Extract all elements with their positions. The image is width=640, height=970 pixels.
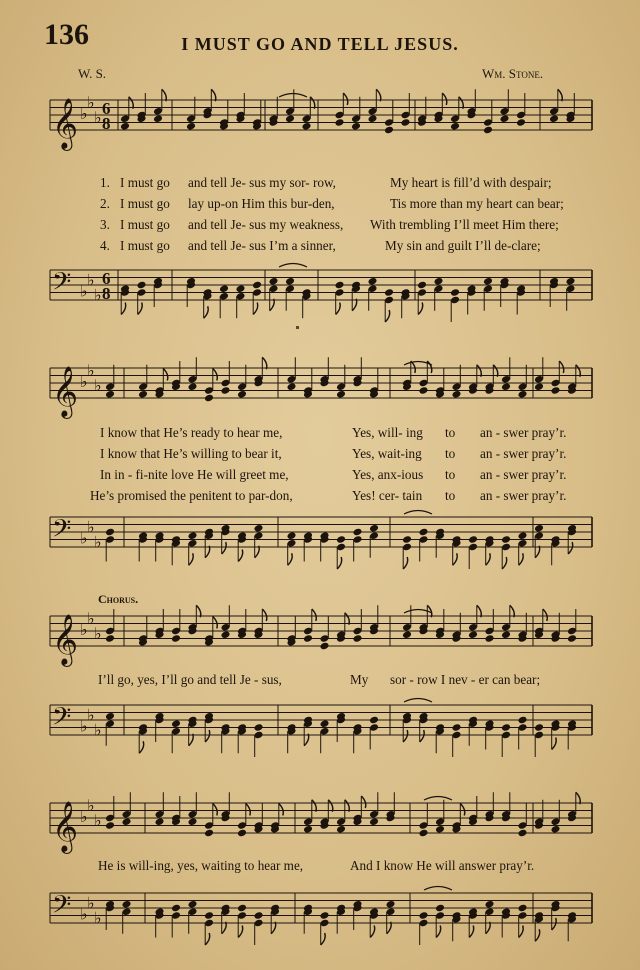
lyric-b: and tell Je- sus I’m a sinner, <box>188 238 336 253</box>
note-flag <box>205 730 210 742</box>
lyric-a: He is will-ing, yes, waiting to hear me, <box>98 858 304 873</box>
flat-sign: ♭ <box>94 810 102 830</box>
flat-sign: ♭ <box>80 904 88 924</box>
note-head <box>301 122 311 131</box>
note-head <box>517 829 527 838</box>
note-head <box>253 911 263 920</box>
note-head <box>204 394 214 403</box>
note-flag <box>403 730 408 742</box>
note-head <box>105 821 115 830</box>
note-head <box>468 535 478 544</box>
note-flag <box>163 369 168 381</box>
note-head <box>517 390 527 399</box>
lyric-a: In in - fi-nite love He will greet me, <box>100 467 289 482</box>
note-head <box>187 382 197 391</box>
note-head <box>187 531 197 540</box>
lyric-b: Yes! cer- tain <box>352 488 423 503</box>
lyric-c: My heart is fill’d with despair; <box>390 175 552 190</box>
note-head <box>567 634 577 643</box>
flat-sign: ♭ <box>80 620 88 639</box>
flat-sign: ♭ <box>87 517 95 537</box>
lyric-c: to <box>445 446 456 461</box>
hymn-title: I MUST GO AND TELL JESUS. <box>181 34 459 54</box>
note-flag <box>576 365 581 377</box>
note-head <box>400 118 410 127</box>
flat-sign: ♭ <box>94 107 102 127</box>
bass-clef: 𝄢 <box>52 890 72 926</box>
note-head <box>451 390 461 399</box>
flat-sign: ♭ <box>94 375 102 395</box>
note-head <box>105 390 115 399</box>
note-flag <box>486 922 491 934</box>
note-head <box>483 277 493 286</box>
note-flag <box>328 800 333 812</box>
lyric-b: Yes, will- ing <box>352 425 423 440</box>
note-flag <box>370 926 375 938</box>
note-flag <box>271 922 276 934</box>
note-flag <box>253 303 258 315</box>
time-signature-top: 6 <box>102 269 111 288</box>
note-flag <box>535 929 540 941</box>
note-flag <box>510 605 515 617</box>
note-head <box>171 904 181 913</box>
slur <box>424 797 452 801</box>
note-flag <box>459 97 464 109</box>
note-head <box>186 122 196 131</box>
flat-sign: ♭ <box>87 270 95 290</box>
note-head <box>319 642 329 651</box>
note-head <box>334 118 344 127</box>
note-head <box>367 277 377 286</box>
lyric-c: to <box>445 467 456 482</box>
note-flag <box>486 553 491 565</box>
note-head <box>565 277 575 286</box>
note-head <box>499 114 509 123</box>
note-flag <box>436 926 441 938</box>
note-head <box>384 126 394 135</box>
note-head <box>138 390 148 399</box>
note-head <box>385 900 395 909</box>
flat-sign: ♭ <box>94 623 102 643</box>
note-head <box>367 114 377 123</box>
note-head <box>483 126 493 135</box>
flat-sign: ♭ <box>87 893 95 913</box>
note-flag <box>519 553 524 565</box>
note-flag <box>138 303 143 315</box>
note-head <box>435 904 445 913</box>
note-head <box>336 535 346 544</box>
verse-number: 4. <box>100 238 110 253</box>
note-flag <box>279 804 284 816</box>
note-head <box>369 817 379 826</box>
flat-sign: ♭ <box>80 528 88 548</box>
note-head <box>253 524 263 533</box>
note-head <box>336 825 346 834</box>
note-head <box>435 825 445 834</box>
note-head <box>253 723 263 732</box>
note-flag <box>558 89 563 101</box>
note-flag <box>337 557 342 569</box>
lyric-a: I must go <box>120 238 170 253</box>
flat-sign: ♭ <box>80 372 88 391</box>
verse-number: 2. <box>100 196 110 211</box>
lyric-a: He’s promised the penitent to par-don, <box>90 488 293 503</box>
note-flag <box>460 804 465 816</box>
note-head <box>351 122 361 131</box>
author-credit: W. S. <box>78 66 107 81</box>
note-head <box>120 122 130 131</box>
note-flag <box>238 926 243 938</box>
flat-sign: ♭ <box>80 281 88 301</box>
slur <box>424 887 452 891</box>
note-head <box>516 118 526 127</box>
note-flag <box>552 738 557 750</box>
note-head <box>352 528 362 537</box>
note-flag <box>312 800 317 812</box>
note-head <box>501 723 511 732</box>
note-flag <box>310 97 315 109</box>
note-flag <box>255 546 260 558</box>
note-head <box>418 528 428 537</box>
note-head <box>334 281 344 290</box>
note-head <box>286 382 296 391</box>
flat-sign: ♭ <box>87 92 95 112</box>
note-head <box>285 277 295 286</box>
note-head <box>384 288 394 297</box>
note-flag <box>204 306 209 318</box>
lyric-b: Yes, wait-ing <box>352 446 422 461</box>
note-head <box>433 277 443 286</box>
verse-number: 1. <box>100 175 110 190</box>
chorus-label: Chorus. <box>98 592 139 606</box>
note-flag <box>162 89 167 101</box>
note-flag <box>376 89 381 101</box>
note-head <box>534 723 544 732</box>
note-head <box>285 114 295 123</box>
note-head <box>517 531 527 540</box>
note-head <box>187 817 197 826</box>
note-head <box>517 716 527 725</box>
note-head <box>235 284 245 293</box>
note-flag <box>222 922 227 934</box>
note-head <box>501 630 511 639</box>
note-flag <box>385 310 390 322</box>
note-head <box>268 277 278 286</box>
note-flag <box>477 365 482 377</box>
note-flag <box>345 800 350 812</box>
note-head <box>219 284 229 293</box>
note-head <box>303 634 313 643</box>
note-head <box>534 382 544 391</box>
time-signature-bottom: 8 <box>102 114 111 133</box>
lyric-a: I know that He’s willing to bear it, <box>100 446 282 461</box>
note-flag <box>535 546 540 558</box>
note-flag <box>543 609 548 621</box>
note-flag <box>246 804 251 816</box>
note-head <box>550 386 560 395</box>
flat-sign: ♭ <box>87 795 95 815</box>
note-head <box>204 829 214 838</box>
note-head <box>369 716 379 725</box>
lyric-c: With trembling I’ll meet Him there; <box>370 217 559 232</box>
note-flag <box>262 609 267 621</box>
note-head <box>153 114 163 123</box>
note-head <box>402 630 412 639</box>
note-flag <box>519 926 524 938</box>
lyric-c: to <box>445 425 456 440</box>
note-flag <box>469 926 474 938</box>
note-head <box>418 386 428 395</box>
lyric-d: an - swer pray’r. <box>480 488 567 503</box>
note-head <box>105 712 115 721</box>
note-head <box>252 281 262 290</box>
slur <box>404 511 432 515</box>
note-head <box>402 535 412 544</box>
note-flag <box>196 605 201 617</box>
lyric-b: lay up-on Him this bur-den, <box>188 196 335 211</box>
time-signature-top: 6 <box>102 99 111 118</box>
lyric-a: I’ll go, yes, I’ll go and tell Je - sus, <box>98 672 282 687</box>
note-flag <box>420 730 425 742</box>
bass-clef: 𝄢 <box>52 514 72 550</box>
note-head <box>303 825 313 834</box>
note-flag <box>288 553 293 565</box>
note-head <box>237 829 247 838</box>
note-head <box>105 528 115 537</box>
note-flag <box>312 609 317 621</box>
note-head <box>319 719 329 728</box>
flat-sign: ♭ <box>80 716 88 736</box>
note-head <box>204 911 214 920</box>
note-head <box>136 281 146 290</box>
lyric-b: Yes, anx-ious <box>352 467 424 482</box>
note-head <box>534 524 544 533</box>
lyric-b: My <box>350 672 369 687</box>
page-number: 136 <box>44 18 89 51</box>
note-flag <box>576 792 581 804</box>
note-flag <box>211 89 216 101</box>
note-head <box>451 723 461 732</box>
note-head <box>418 829 428 838</box>
note-flag <box>352 299 357 311</box>
slur <box>279 94 307 98</box>
bass-clef: 𝄢 <box>52 267 72 303</box>
lyric-b: And I know He will answer pray’r. <box>350 858 535 873</box>
note-head <box>286 531 296 540</box>
note-head <box>450 122 460 131</box>
note-head <box>550 825 560 834</box>
flat-sign: ♭ <box>80 807 88 826</box>
lyric-b: and tell Je- sus my sor- row, <box>188 175 336 190</box>
note-head <box>171 719 181 728</box>
note-flag <box>552 918 557 930</box>
time-signature-bottom: 8 <box>102 284 111 303</box>
flat-sign: ♭ <box>94 532 102 552</box>
note-head <box>336 390 346 399</box>
note-flag <box>559 361 564 373</box>
note-head <box>517 904 527 913</box>
note-head <box>237 390 247 399</box>
note-flag <box>403 557 408 569</box>
note-flag <box>213 369 218 381</box>
lyric-d: an - swer pray’r. <box>480 467 567 482</box>
lyric-a: I must go <box>120 217 170 232</box>
lyric-c: sor - row I nev - er can bear; <box>390 672 541 687</box>
note-flag <box>139 741 144 753</box>
note-flag <box>238 550 243 562</box>
note-head <box>220 386 230 395</box>
treble-clef: 𝄞 <box>52 366 79 417</box>
treble-clef: 𝄞 <box>52 801 79 852</box>
note-head <box>154 817 164 826</box>
note-head <box>220 630 230 639</box>
note-flag <box>189 553 194 565</box>
flat-sign: ♭ <box>87 608 95 628</box>
note-flag <box>304 734 309 746</box>
note-head <box>418 911 428 920</box>
note-head <box>121 817 131 826</box>
flat-sign: ♭ <box>80 104 88 123</box>
note-flag <box>321 933 326 945</box>
note-flag <box>442 93 447 105</box>
note-head <box>501 535 511 544</box>
note-head <box>105 634 115 643</box>
flat-sign: ♭ <box>94 285 102 305</box>
note-head <box>501 382 511 391</box>
treble-clef: 𝄞 <box>52 98 79 149</box>
note-flag <box>262 357 267 369</box>
note-head <box>121 900 131 909</box>
note-head <box>484 900 494 909</box>
note-head <box>484 634 494 643</box>
flat-sign: ♭ <box>87 705 95 725</box>
note-flag <box>189 734 194 746</box>
note-flag <box>502 557 507 569</box>
note-flag <box>343 93 348 105</box>
note-head <box>468 630 478 639</box>
lyric-a: I must go <box>120 175 170 190</box>
note-flag <box>213 617 218 629</box>
note-head <box>352 634 362 643</box>
lyric-c: to <box>445 488 456 503</box>
note-head <box>319 911 329 920</box>
lyric-d: an - swer pray’r. <box>480 446 567 461</box>
note-flag <box>387 922 392 934</box>
flat-sign: ♭ <box>94 908 102 928</box>
slur <box>404 699 432 703</box>
note-flag <box>418 303 423 315</box>
treble-clef: 𝄞 <box>52 614 79 665</box>
note-flag <box>361 796 366 808</box>
note-flag <box>129 97 134 109</box>
lyric-a: I must go <box>120 196 170 211</box>
note-flag <box>121 303 126 315</box>
flat-sign: ♭ <box>94 720 102 740</box>
note-head <box>369 524 379 533</box>
note-flag <box>477 605 482 617</box>
note-head <box>417 281 427 290</box>
note-head <box>171 634 181 643</box>
verse-number: 3. <box>100 217 110 232</box>
note-flag <box>345 613 350 625</box>
note-flag <box>453 553 458 565</box>
note-flag <box>213 804 218 816</box>
note-head <box>450 288 460 297</box>
lyric-c: Tis more than my heart can bear; <box>390 196 564 211</box>
lyric-d: an - swer pray’r. <box>480 425 567 440</box>
lyric-a: I know that He’s ready to hear me, <box>100 425 283 440</box>
note-flag <box>568 542 573 554</box>
note-flag <box>222 542 227 554</box>
flat-sign: ♭ <box>87 360 95 380</box>
note-flag <box>336 303 341 315</box>
note-head <box>549 114 559 123</box>
note-flag <box>205 933 210 945</box>
composer-credit: Wm. Stone. <box>482 66 544 81</box>
lyric-b: and tell Je- sus my weakness, <box>188 217 344 232</box>
note-head <box>187 900 197 909</box>
note-flag <box>493 365 498 377</box>
note-flag <box>270 299 275 311</box>
slur <box>279 264 307 268</box>
note-flag <box>205 546 210 558</box>
bass-clef: 𝄢 <box>52 702 72 738</box>
note-head <box>237 904 247 913</box>
pencil-mark <box>296 326 299 329</box>
lyric-c: My sin and guilt I’ll de-clare; <box>385 238 541 253</box>
